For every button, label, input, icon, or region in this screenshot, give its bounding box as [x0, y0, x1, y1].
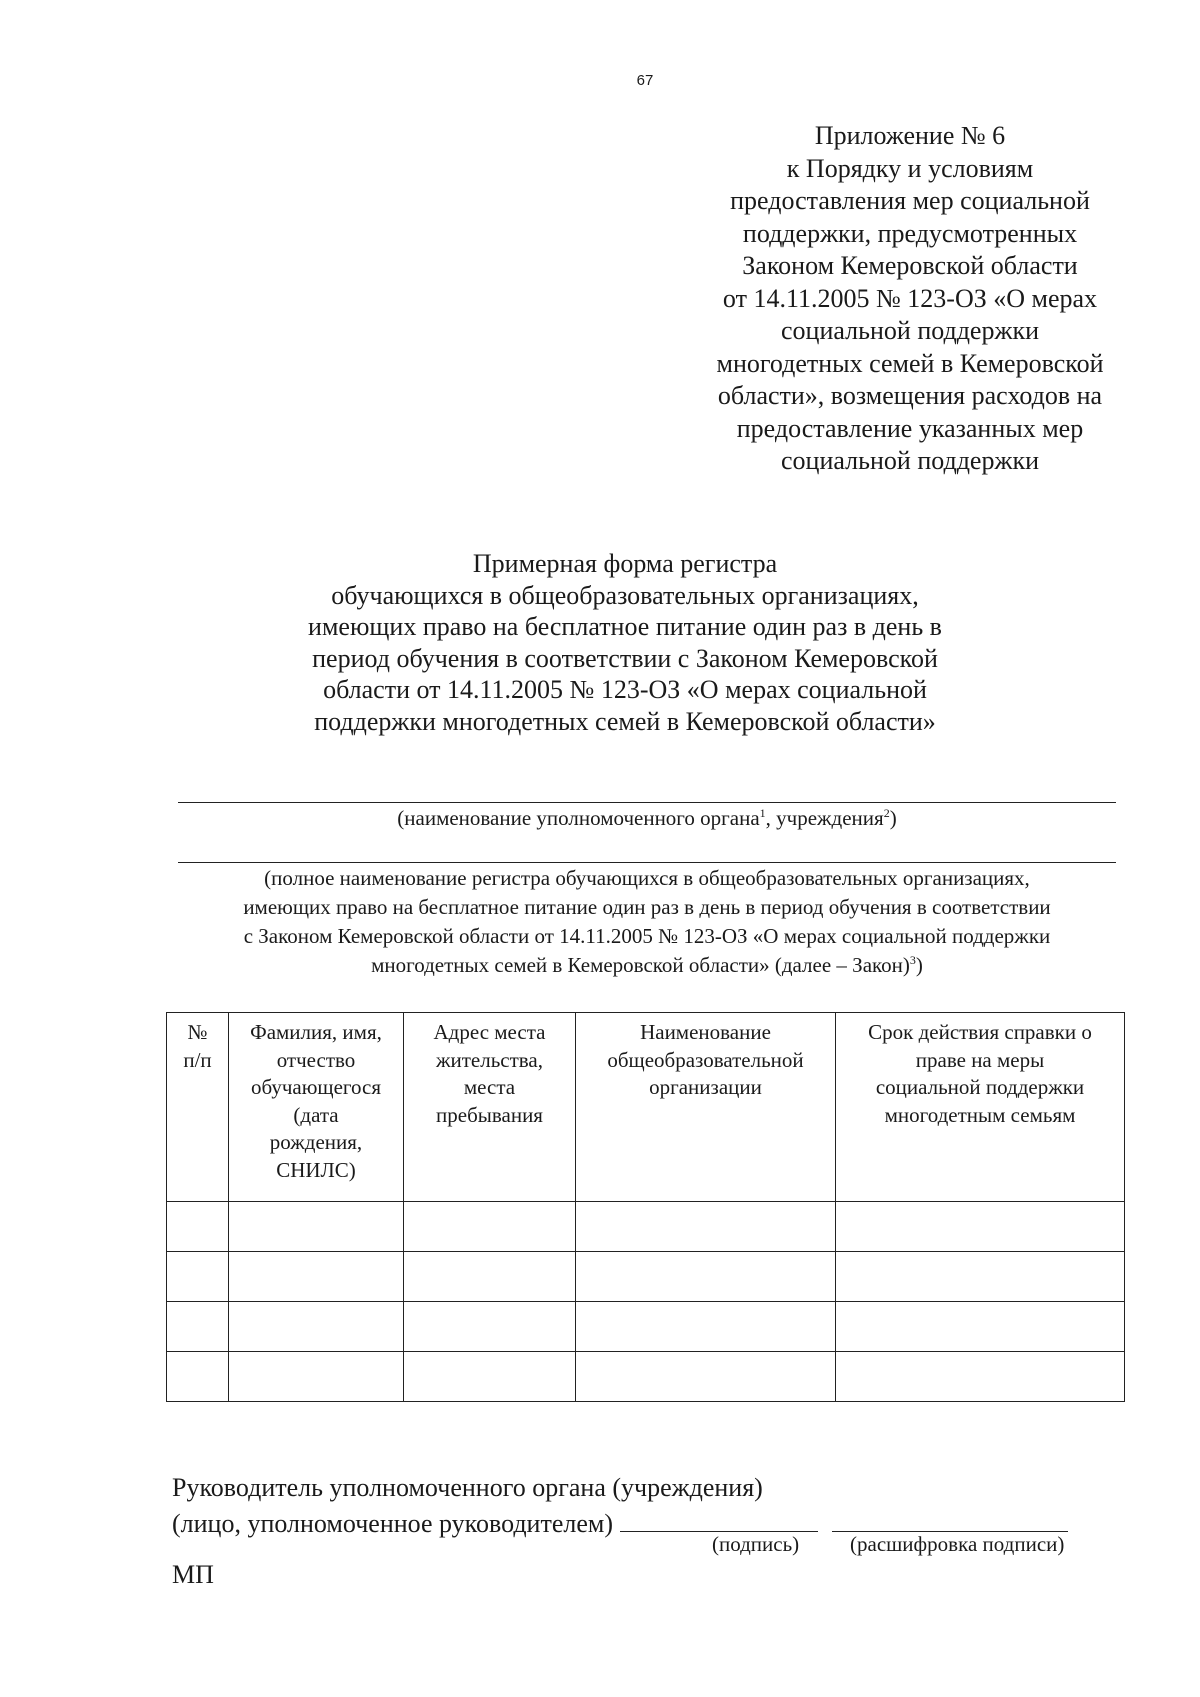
table-cell[interactable] [229, 1302, 404, 1352]
register-caption-line: имеющих право на бесплатное питание один раз в день в период обучения в соответствии [243, 895, 1051, 919]
title-line: обучающихся в общеобразовательных организациях, [331, 580, 919, 610]
header-line: Адрес места [433, 1020, 546, 1044]
table-row [167, 1202, 1125, 1252]
header-line: Фамилия, имя, [250, 1020, 382, 1044]
table-cell[interactable] [836, 1302, 1125, 1352]
header-line: общеобразовательной [607, 1047, 804, 1072]
header-line: отчество [276, 1047, 356, 1072]
header-line: Срок действия справки о [868, 1020, 1092, 1044]
header-line: рождения, [269, 1130, 363, 1154]
form-title [240, 548, 1010, 737]
title-line: период обучения в соответствии с Законом Кемеровской [312, 643, 938, 673]
header-address [404, 1013, 576, 1202]
title-line: поддержки многодетных семей в Кемеровской области» [314, 706, 936, 736]
table-cell[interactable] [167, 1202, 229, 1252]
header-school-name [576, 1013, 836, 1202]
appendix-line: предоставления мер социальной [730, 186, 1090, 215]
table-cell[interactable] [229, 1202, 404, 1252]
header-line: СНИЛС) [276, 1157, 356, 1182]
header-line: № [187, 1020, 208, 1044]
page-number: 67 [636, 72, 654, 89]
organ-name-blank-line [178, 802, 1116, 803]
signature-decoding-blank[interactable] [832, 1507, 1068, 1532]
header-full-name [229, 1013, 404, 1202]
table-row [167, 1252, 1125, 1302]
table-cell[interactable] [167, 1252, 229, 1302]
header-number [167, 1013, 229, 1202]
organ-name-caption [178, 804, 1116, 833]
register-caption-line: (полное наименование регистра обучающихся в общеобразовательных организациях, [264, 866, 1030, 890]
register-name-caption [150, 864, 1144, 980]
appendix-line: многодетных семей в Кемеровской [716, 348, 1104, 378]
stamp-place-label: МП [172, 1560, 214, 1589]
table-cell[interactable] [167, 1302, 229, 1352]
table-row [167, 1302, 1125, 1352]
table-cell[interactable] [404, 1252, 576, 1302]
organ-caption-text: , учреждения [765, 806, 884, 830]
table-cell[interactable] [229, 1252, 404, 1302]
appendix-header [690, 120, 1130, 478]
table-header-row [167, 1013, 1125, 1202]
header-line: жительства, [435, 1047, 543, 1072]
header-line: пребывания [436, 1102, 543, 1127]
appendix-line: к Порядку и условиям [786, 153, 1034, 183]
header-line: п/п [183, 1047, 212, 1072]
table-cell[interactable] [576, 1252, 836, 1302]
appendix-line: Законом Кемеровской области [742, 251, 1078, 280]
header-line: многодетным семьям [884, 1102, 1076, 1127]
table-cell[interactable] [576, 1352, 836, 1402]
appendix-line: поддержки, предусмотренных [742, 218, 1078, 248]
table-cell[interactable] [404, 1202, 576, 1252]
header-certificate-validity [836, 1013, 1125, 1202]
header-line: Наименование [640, 1020, 771, 1044]
table-cell[interactable] [229, 1352, 404, 1402]
table-cell[interactable] [836, 1352, 1125, 1402]
register-caption-line: с Законом Кемеровской области от 14.11.2005 № 123-ОЗ «О мерах социальной поддержки [243, 924, 1051, 948]
appendix-line: предоставление указанных мер [736, 413, 1084, 443]
header-line: обучающегося [250, 1075, 382, 1099]
header-line: (дата [293, 1102, 339, 1127]
footnote-mark: 3 [909, 953, 916, 967]
title-line: области от 14.11.2005 № 123-ОЗ «О мерах социальной [323, 675, 927, 704]
table-cell[interactable] [836, 1252, 1125, 1302]
table-cell[interactable] [576, 1202, 836, 1252]
header-line: социальной поддержки [875, 1075, 1085, 1099]
signature-blank[interactable] [620, 1507, 818, 1532]
signature-line-2-text: (лицо, уполномоченное руководителем) [172, 1509, 613, 1538]
organ-caption-text: ) [889, 806, 897, 830]
table-cell[interactable] [167, 1352, 229, 1402]
appendix-line: от 14.11.2005 № 123-ОЗ «О мерах [722, 283, 1098, 313]
signature-caption: (подпись) [712, 1532, 800, 1556]
title-line: Примерная форма регистра [472, 549, 778, 578]
table-cell[interactable] [836, 1202, 1125, 1252]
title-line: имеющих право на бесплатное питание один раз в день в [308, 612, 942, 641]
appendix-line: Приложение № 6 [814, 121, 1006, 150]
table-row [167, 1352, 1125, 1402]
register-caption-text: многодетных семей в Кемеровской области» (далее – Закон) [371, 953, 910, 977]
header-line: праве на меры [915, 1047, 1045, 1072]
register-name-blank-line [178, 862, 1116, 863]
appendix-line: социальной поддержки [781, 316, 1039, 345]
table-cell[interactable] [404, 1352, 576, 1402]
appendix-line: области», возмещения расходов на [717, 381, 1103, 410]
header-line: организации [649, 1075, 762, 1099]
appendix-line: социальной поддержки [781, 446, 1039, 475]
signature-decoding-caption: (расшифровка подписи) [850, 1532, 1065, 1556]
organ-caption-text: (наименование уполномоченного органа [397, 806, 760, 830]
footnote-mark: 2 [883, 806, 890, 820]
signature-line-1: Руководитель уполномоченного органа (учреждения) [172, 1473, 763, 1502]
register-caption-text: ) [915, 953, 923, 977]
footnote-mark: 1 [759, 806, 766, 820]
table-cell[interactable] [576, 1302, 836, 1352]
register-caption-line [150, 951, 1144, 980]
table-cell[interactable] [404, 1302, 576, 1352]
register-table [166, 1012, 1125, 1402]
header-line: места [463, 1075, 516, 1099]
